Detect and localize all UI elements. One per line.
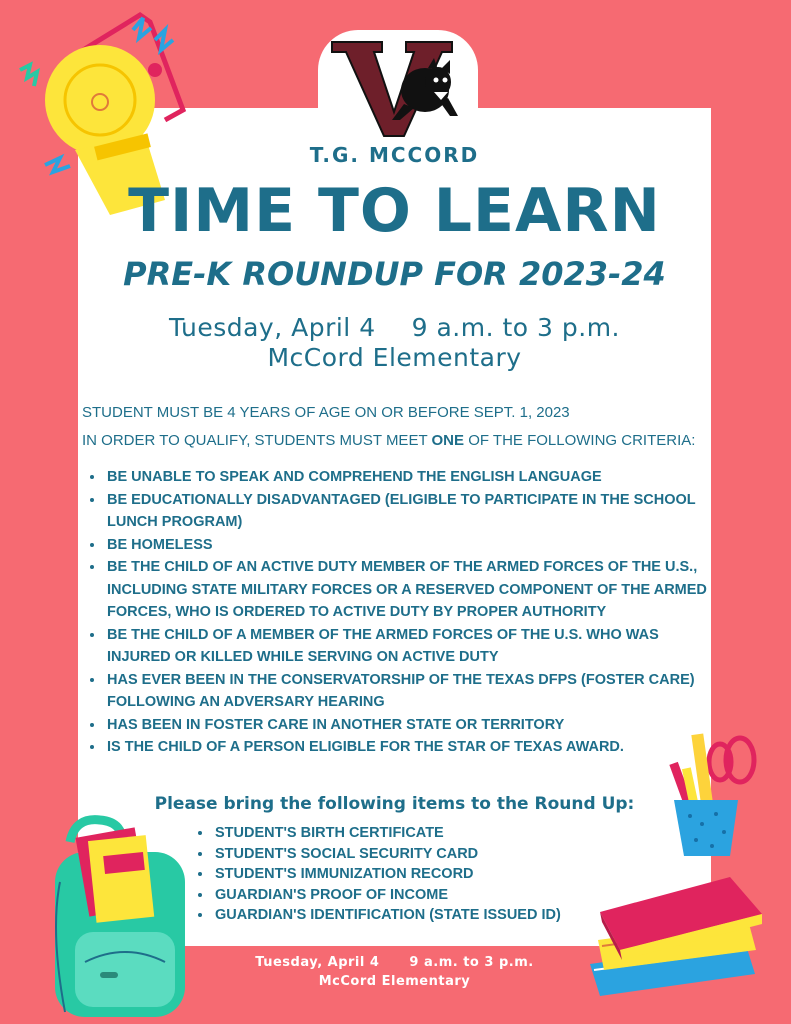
list-item: • BE THE CHILD OF AN ACTIVE DUTY MEMBER OF THE ARMED FORCES OF THE U.S., INCLUDING STATE MILITARY FORCES OR A RESERVED COMPONENT OF THE ARMED FORCES, WHO IS ORDERED TO ACTIVE DUTY BY PROPER AUTHORITY — [105, 556, 715, 624]
qualify-statement — [82, 432, 722, 449]
list-item: • STUDENT'S IMMUNIZATION RECORD — [213, 864, 633, 885]
age-requirement: STUDENT MUST BE 4 YEARS OF AGE ON OR BEFORE SEPT. 1, 2023 — [82, 404, 570, 421]
list-item: • BE HOMELESS — [105, 534, 715, 557]
event-details — [78, 313, 711, 373]
list-item: • BE UNABLE TO SPEAK AND COMPREHEND THE ENGLISH LANGUAGE — [105, 466, 715, 489]
list-item: • STUDENT'S BIRTH CERTIFICATE — [213, 823, 633, 844]
school-logo — [330, 38, 465, 138]
pencil-cup-icon — [668, 728, 768, 868]
list-item: • BE EDUCATIONALLY DISADVANTAGED (ELIGIBLE TO PARTICIPATE IN THE SCHOOL LUNCH PROGRAM) — [105, 489, 715, 534]
page-title: TIME TO LEARN — [128, 176, 661, 246]
qualify-before: IN ORDER TO QUALIFY, STUDENTS MUST MEET — [82, 432, 432, 449]
bring-heading: Please bring the following items to the Round Up: — [154, 794, 635, 814]
footer-details — [78, 953, 711, 991]
qualify-emphasis: ONE — [431, 432, 465, 449]
page-subtitle: PRE-K ROUNDUP FOR 2023-24 — [123, 255, 666, 293]
event-time: 9 a.m. to 3 p.m. — [411, 313, 620, 342]
event-date: Tuesday, April 4 — [169, 313, 376, 342]
list-item: • IS THE CHILD OF A PERSON ELIGIBLE FOR THE STAR OF TEXAS AWARD. — [105, 736, 715, 759]
criteria-list — [86, 466, 715, 759]
footer-location: McCord Elementary — [318, 974, 471, 989]
bring-list — [195, 823, 633, 926]
list-item: • BE THE CHILD OF A MEMBER OF THE ARMED FORCES OF THE U.S. WHO WAS INJURED OR KILLED WHILE SERVING ON ACTIVE DUTY — [105, 624, 715, 669]
backpack-icon — [30, 812, 200, 1024]
footer-time: 9 a.m. to 3 p.m. — [409, 955, 534, 970]
event-location: McCord Elementary — [267, 343, 522, 372]
school-name: T.G. MCCORD — [309, 143, 480, 167]
list-item: • STUDENT'S SOCIAL SECURITY CARD — [213, 844, 633, 865]
list-item: • HAS EVER BEEN IN THE CONSERVATORSHIP OF THE TEXAS DFPS (FOSTER CARE) FOLLOWING AN ADVERSARY HEARING — [105, 669, 715, 714]
list-item: • GUARDIAN'S IDENTIFICATION (STATE ISSUED ID) — [213, 905, 633, 926]
footer-date: Tuesday, April 4 — [255, 955, 380, 970]
qualify-after: OF THE FOLLOWING CRITERIA: — [464, 432, 696, 449]
list-item: • HAS BEEN IN FOSTER CARE IN ANOTHER STATE OR TERRITORY — [105, 714, 715, 737]
list-item: • GUARDIAN'S PROOF OF INCOME — [213, 885, 633, 906]
